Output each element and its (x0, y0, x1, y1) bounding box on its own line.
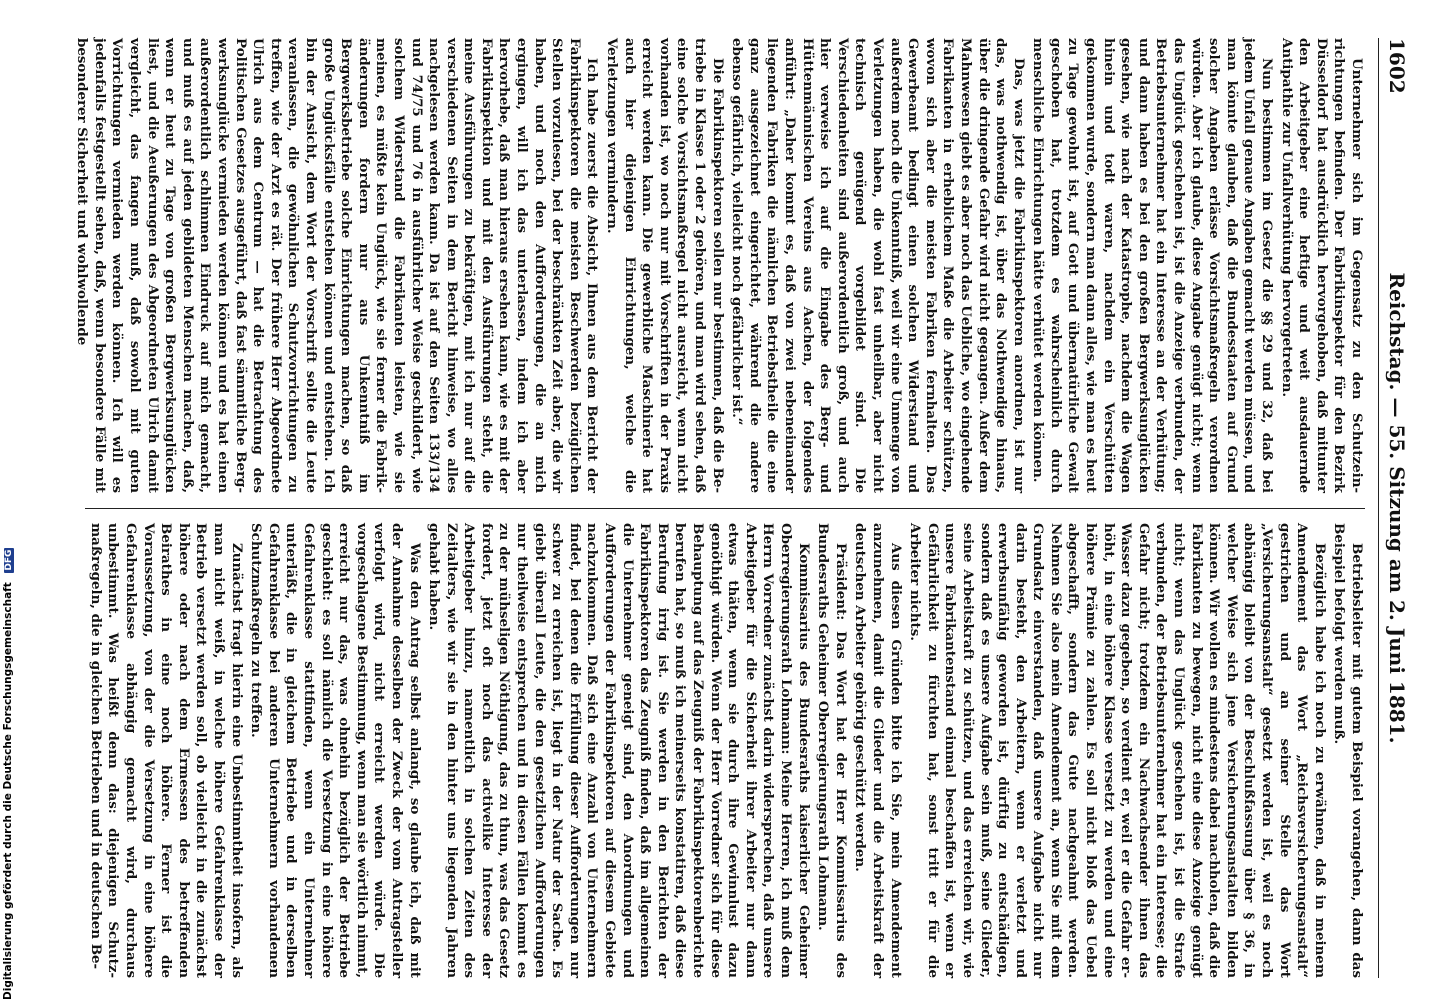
paragraph: Aus diesen Gründen bitte ich Sie, mein Amendement anzunehmen, damit die Glieder und die Arbeitskraft der deutschen Arbeiter gehörig geschützt werden. (852, 523, 904, 978)
paragraph: Nun bestimmen im Gesetz die §§ 29 und 32, daß bei jedem Unfall genaue Angaben gemacht werden müssen, und man könnte glauben, daß die Bundesstaaten auf Grund solcher Angaben erlässe Vorsichtsmaßregeln verordnen würden. Aber ich glaube, diese Angabe genügt nicht; wenn das Unglück geschehen ist, ist die Anzeige verbunden, der Betriebsunternehmer hat ein Interesse an der Verhütung; und dann haben es bei den großen Bergwerksunglücken gesehen, wie nach der Katastrophe, nachdem die Wagen hinein und todt waren, nachdem ein Verschütten gekommen wurde, sondern man dann alles, wie man es heut zu Tage gewohnt ist, auf Gott und übernatürliche Gewalt geschoben hat, trotzdem es wahrscheinlich durch menschliche Einrichtungen hätte verhütet werden können. (1030, 38, 1276, 493)
paragraph: Zunächst fragt hierin eine Unbestimmtheit insofern, als man nicht weiß, in welche höhere Gefahrenklasse der Betrieb versetzt werden soll, ob vielleicht in die zunächst höhere oder nach dem Ermessen des betreffenden Beirathes in eine noch höhere. Ferner ist die Voraussetzung, von der die Versetzung in eine höhere Gefahrenklasse abhängig gemacht wird, durchaus unbestimmt. Was heißt denn das: diejenigen Schutzmaßregeln, die in gleichen Betrieben und in deutschen Be- (87, 523, 245, 978)
digitization-credit (2, 0, 14, 1000)
scanned-page (74, 38, 1415, 978)
paragraph: Kommissarius des Bundesraths kaiserlicher Geheimer Oberregierungsrath Lohmann: Meine Herren, ich muß dem Herrn Vorredner zunächst darin widersprechen, daß unsere Arbeitgeber für die Sicherheit ihrer Arbeiter nur dann etwas thäten, wenn sie durch ihre Gewinnlust dazu genöthigt würden. Wenn der Herr Vorredner sich für diese Behauptung auf das Zeugniß der Fabrikinspektorenberichte berufen hat, so muß ich meinerseits konstatiren, daß diese Berufung irrig ist. Sie werden in den Berichten der Fabrikinspektoren das Zeugniß finden, daß im allgemeinen die Unternehmer geneigt sind, den Anordnungen und Aufforderungen der Fabrikinspektoren auf diesem Gebiete nachzukommen. Daß sich eine Anzahl von Unternehmern findet, bei denen die Erfüllung dieser Aufforderungen nur schwer zu erreichen ist, liegt in der Natur der Sache. Es giebt überall Leute, die den gesetzlichen Aufforderungen nur theilweise entsprechen und in diesen Fällen kommt es zu der mühseligen Nöthigung, das zu thun, was das Gesetz fordert, jetzt oft noch das activelike Interesse der Arbeitgeber hinzu, namentlich in solchen Zeiten des Zeitalters, wie wir sie in den hinter uns liegenden Jahren gehabt haben. (426, 523, 812, 978)
page-number: 1602 (1385, 38, 1409, 94)
paragraph: Das, was jetzt die Fabrikinspektoren anordnen, ist nur das, was nothwendig ist, über das Nothwendige hinaus, über die dringende Gefahr wird nicht gegangen. Außer dem Mahnwesen giebt es aber noch das Uebliche, wo eingehende Fabrikanten in erheblichem Maße die Arbeiter schützen, wovon sich aber die meisten Fabriken fernhalten. Das Gewerbeamt bedingt einen solchen Widerstand und außerdem noch die Unkenntniß, weil wir eine Unmenge von Verletzungen haben, die wohl fast unheilbar, aber nicht technisch genügend vorgebildet sind. Die Verschiedenheiten sind außerordentlich groß, und auch hier verweise ich auf die Eingabe des Berg- und Hüttenmännischen Vereins aus Aachen, der folgendes anführt: „Daher kommt es, daß von zwei nebeneinander liegenden Fabriken die nämlichen Betriebstheile die eine ganz ausgezeichnet eingerichtet, während die andere ebenso gefährlich, vielleicht noch gefährlicher ist.“ (729, 38, 1027, 493)
left-column (71, 38, 1365, 493)
credit-text: Digitalisierung gefördert durch die Deutsche Forschungsgemeinschaft (2, 582, 14, 1000)
paragraph: Ich habe zuerst die Absicht, Ihnen aus dem Bericht der Fabrikinspektoren die meisten Beschwerden bezüglichen Stellen vorzulesen, bei der beschränkten Zeit aber, die wir haben, und noch den Aufforderungen, die an mich ergingen, will ich das unterlassen, indem ich aber hervorhebe, daß man hieraus ersehen kann, wie es mit der Fabrikinspektion und mit den Ausführungen steht, die meine Ausführungen zu bekräftigen, mit ich nur auf die verschiedenen Seiten in dem Bericht hinweise, wo alles nachgelesen werden kann. Da ist auf den Seiten 133/134 und 74/75 und 76 in ausführlicher Weise geschildert, wie solchem Widerstand die Fabrikanten leisten, wie sie meinen, es müßte kein Unglück, wie sie ferner die Fabrikänderungen fordern nur aus Unkenntniß im Bergwerksbetriebe solche Einrichtungen machen, so daß große Unglücksfälle entstehen können und entstehen. Ich bin der Ansicht, dem Wort der Vorschrift sollte die Leute veranlassen, die gewöhnlichen Schutzvorrichtungen zu treffen, wie der Arzt es rät. Der frühere Herr Abgeordnete Ulrich aus dem Centrum — hat die Betrachtung des Politischen Gesetzes ausgeführt, daß fast sämmtliche Bergwerksunglücke vermieden werden können und es hat einen außerordentlich schlimmen Eindruck auf mich gemacht, und muß es auf jeden gebildeten Menschen machen, daß, wenn er heut zu Tage von großen Bergwerksunglücken liest, und die Aeußerungen des Abgeordneten Ulrich damit vergleicht, das fangen muß, daß sowohl mit guten Vorrichtungen vermieden werden können. Ich will es jedenfalls festgestellt sehen, daß, wenn besondere Fälle mit besonderer Sicherheit und wohlwollende (74, 38, 601, 493)
page-header (1378, 38, 1415, 978)
paragraph: Die Fabrikinspektoren sollen nur bestimmen, daß die Betriebe in Klasse 1 oder 2 gehören, und man wird sehen, daß eine solche Vorsichtsmaßregel nicht ausreicht, wenn nicht vorhanden ist, wo noch nur mit Vorschriften in der Praxis erreicht werden kann. Die gewerbliche Maschinerie hat auch hier diejenigen Einrichtungen, welche die Verletzungen vermindern. (604, 38, 726, 493)
paragraph: Unternehmer sich im Gegensatz zu den Schutzeinrichtungen befinden. Der Fabrikinspektor für den Bezirk Düsseldorf hat ausdrücklich hervorgehoben, daß mitunter den Arbeitgeber eine heftige und weit ausdauernde Antipathie zur Unfallverhütung hervorgetreten. (1278, 38, 1365, 493)
running-title: Reichstag. — 55. Sitzung am 2. Juni 1881. (1385, 272, 1409, 744)
right-column (84, 523, 1365, 978)
paragraph: Was den Antrag selbst anlangt, so glaube ich, daß mit der Annahme desselben der Zweck der vom Antragsteller verfolgt wird, nicht erreicht werden würde. Die vorgeschlagene Bestimmung, wenn man sie wörtlich nimmt, erreicht nur das, was ohnehin bezüglich der Betriebe geschieht: es soll nämlich die Versetzung in eine höhere Gefahrenklasse stattfinden, wenn ein Unternehmer unterläßt, die in gleichem Betriebe und in derselben Gefahrenklasse bei anderen Unternehmern vorhandenen Schutzmaßregeln zu treffen. (248, 523, 423, 978)
column-divider (85, 508, 1365, 509)
paragraph: Präsident: Das Wort hat der Herr Kommissarius des Bundesraths Geheimer Oberregierungsrath Lohmann. (815, 523, 849, 978)
paragraph: Bezüglich habe ich noch zu erwähnen, daß in meinem Amendement das Wort „Reichsversicherungsanstalt“ gestrichen und an seiner Stelle das Wort „Versicherungsanstalt“ gesetzt werden ist, weil es noch abhängig bleibt von der Beschlußfassung über § 36, in welcher Weise sich jene Versicherungsanstalten bilden können. Wir wollen es mindestens dabei nachholen, daß die Fabrikanten zu bewegen, nicht eine diese Anzeige genügt nicht; wenn das Unglück geschehen ist, ist die Strafe verbunden, der Betriebsunternehmer hat ein Interesse; die Gefahr nicht; trotzdem ein Nachwachsender ihnen das Wasser dazu gegeben, so verdient er, weil er die Gefahr erhöht, in eine höhere Klasse versetzt zu werden und eine höhere Prämie zu zahlen. Es soll nicht bloß das Uebel abgeschafft, sondern das Gute nachgeahmt werden. Nehmen Sie also mein Amendement an, wenn Sie mit dem Grundsatz einverstanden, daß unsere Aufgabe nicht nur darin besteht, den Arbeitern, wenn er verletzt und erwerbsunfähig geworden ist, dürftig zu entschädigen, sondern daß es unsere Aufgabe sein muß, seine Glieder, seine Arbeitskraft zu schützen, und das erreichen wir, wie unsere Fabrikantenstand einmal beschaffen ist, wenn er Gefährlichkeit zu fürchten hat, sonst tritt er für die Arbeiter nichts. (907, 523, 1328, 978)
paragraph: Betriebsleiter mit gutem Beispiel vorangehen, dann das Beispiel befolgt werden muß. (1331, 523, 1365, 978)
dfg-logo: DFG (4, 549, 14, 571)
